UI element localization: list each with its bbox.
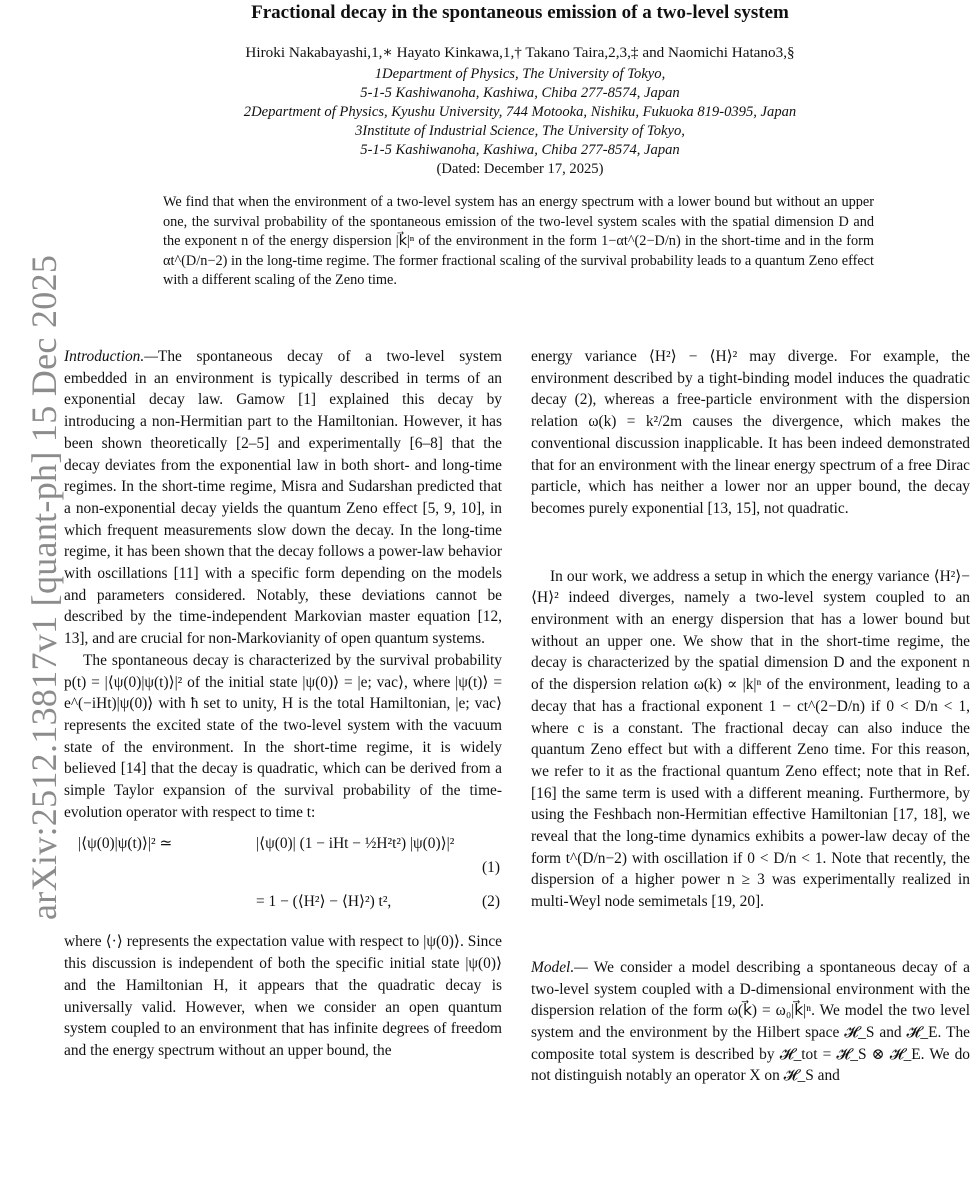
equation-2-number: (2) <box>482 893 500 911</box>
right-column <box>531 346 970 1087</box>
section-heading-introduction: Introduction.— <box>64 348 158 365</box>
paragraph-text: We consider a model describing a spontaneous decay of a two-level system coupled with a D-dimensional environment with the dispersion relation of the form ω(k⃗) = ω₀|k⃗|ⁿ. We model the two level system and the environment by the Hilbert space 𝓗_S and 𝓗_E. The composite total system is described by 𝓗_tot = 𝓗_S ⊗ 𝓗_E. We do not distinguish notably an operator X on 𝓗_S and <box>531 958 970 1085</box>
affiliation-line: 5-1-5 Kashiwanoha, Kashiwa, Chiba 277-8574, Japan <box>360 85 680 101</box>
paragraph: where ⟨·⟩ represents the expectation value with respect to |ψ(0)⟩. Since this discussion is independent of both the specific initial state |ψ(0)⟩ and the Hamiltonian H, it appears that the quadratic decay is universally valid. However, when we consider an open quantum system coupled to an environment that has infinite degrees of freedom and the energy spectrum without an upper bound, the <box>64 933 502 1059</box>
arxiv-identifier-stamp: arXiv:2512.13817v1 [quant-ph] 15 Dec 2025 <box>24 254 64 920</box>
dated-line: (Dated: December 17, 2025) <box>436 161 604 177</box>
paragraph: In our work, we address a setup in which the energy variance ⟨H²⟩−⟨H⟩² indeed diverges, namely a two-level system coupled to an environment with an energy dispersion that has a lower bound but without an upper one. We show that in the short-time regime, the decay is characterized by the spatial dimension D and the exponent n of the dispersion relation ω(k) ∝ |k|ⁿ of the environment, leading to a decay that has a fractional exponent 1 − ct^(2−D/n) if 0 < D/n < 1, where c is a constant. The fractional decay can also induce the quantum Zeno effect but with a different Zeno time. For this reason, we refer to it as the fractional quantum Zeno effect; note that in Ref. [16] the same term is used with a different meaning. Furthermore, by using the Feshbach non-Hermitian effective Hamiltonian [17, 18], we reveal that the long-time dynamics exhibits a power-law decay of the form t^(D/n−2) with oscillation if 0 < D/n < 1. Note that recently, the dispersion of a higher power n ≥ 3 was experimentally realized in multi-Weyl node semimetals [19, 20]. <box>531 567 970 911</box>
equation-2 <box>64 887 502 931</box>
intro-paragraph <box>64 346 502 650</box>
paragraph: energy variance ⟨H²⟩ − ⟨H⟩² may diverge. For example, the environment described by a tight-binding model induces the quadratic decay (2), whereas a free-particle environment with the dispersion relation ω(k) = k²/2m causes the divergence, which makes the conventional discussion inapplicable. It has been indeed demonstrated that for an environment with the linear energy spectrum of a free Dirac particle, which has neither a lower nor an upper bound, the decay becomes purely exponential [13, 15], not quadratic. <box>531 348 970 517</box>
paragraph-text: The spontaneous decay of a two-level system embedded in an environment is typically described in terms of an exponential decay law. Gamow [1] explained this decay by introducing a non-Hermitian part to the Hamiltonian. However, it has been shown theoretically [2–5] and experimentally [6–8] that the decay deviates from the exponential law in both short- and long-time regimes. In the short-time regime, Misra and Sudarshan predicted that a non-exponential decay yields the quantum Zeno effect [5, 9, 10], in which frequent measurements slow down the decay. In the long-time regime, it has been shown that the decay follows a power-law behavior with oscillations [11] with a specific form depending on the models and parameters considered. Notably, these deviations cannot be described by the time-independent Markovian master equation [12, 13], and are crucial for non-Markovianity of open quantum systems. <box>64 348 502 648</box>
arxiv-sidebar <box>2 0 64 1200</box>
paper-header <box>120 0 920 179</box>
affiliation-line: 3Institute of Industrial Science, The University of Tokyo, <box>355 123 685 139</box>
model-paragraph <box>531 957 970 1087</box>
paragraph: The spontaneous decay is characterized by the survival probability p(t) = |⟨ψ(0)|ψ(t)⟩|² of the initial state |ψ(0)⟩ = |e; vac⟩, where |ψ(t)⟩ = e^(−iHt)|ψ(0)⟩ with ħ set to unity, H is the total Hamiltonian, |e; vac⟩ represents the excited state of the two-level system with the vacuum state of the environment. In the short-time regime, it is widely believed [14] that the decay is quadratic, which can be derived from a simple Taylor expansion of the survival probability of the time-evolution operator with respect to time t: <box>64 651 502 821</box>
equation-1 <box>64 823 502 887</box>
equation-2-rhs: = 1 − (⟨H²⟩ − ⟨H⟩²) t², <box>256 893 392 911</box>
equation-1-rhs: |⟨ψ(0)| (1 − iHt − ½H²t²) |ψ(0)⟩|² <box>256 835 455 853</box>
left-column <box>64 346 502 1062</box>
affiliation-line: 1Department of Physics, The University of Tokyo, <box>374 66 666 82</box>
equation-1-lhs: |⟨ψ(0)|ψ(t)⟩|² ≃ <box>78 835 173 853</box>
author-list: Hiroki Nakabayashi,1,∗ Hayato Kinkawa,1,† Takano Taira,2,3,‡ and Naomichi Hatano3,§ <box>245 44 795 61</box>
equation-1-number: (1) <box>482 859 500 877</box>
abstract: We find that when the environment of a two-level system has an energy spectrum with a lower bound but without an upper one, the survival probability of the spontaneous emission of the two-level system scales with the spatial dimension D and the exponent n of the energy dispersion |k⃗|ⁿ of the environment in the form 1−αt^(2−D/n) in the short-time and in the form αt^(D/n−2) in the long-time regime. The former fractional scaling of the survival probability leads to a quantum Zeno effect with a different scaling of the Zeno time. <box>163 194 874 288</box>
paper-title: Fractional decay in the spontaneous emission of a two-level system <box>251 2 789 23</box>
section-heading-model: Model.— <box>531 958 588 976</box>
affiliation-line: 2Department of Physics, Kyushu University, 744 Motooka, Nishiku, Fukuoka 819-0395, Japan <box>243 104 797 120</box>
affiliation-list <box>120 65 920 160</box>
affiliation-line: 5-1-5 Kashiwanoha, Kashiwa, Chiba 277-8574, Japan <box>360 142 680 158</box>
